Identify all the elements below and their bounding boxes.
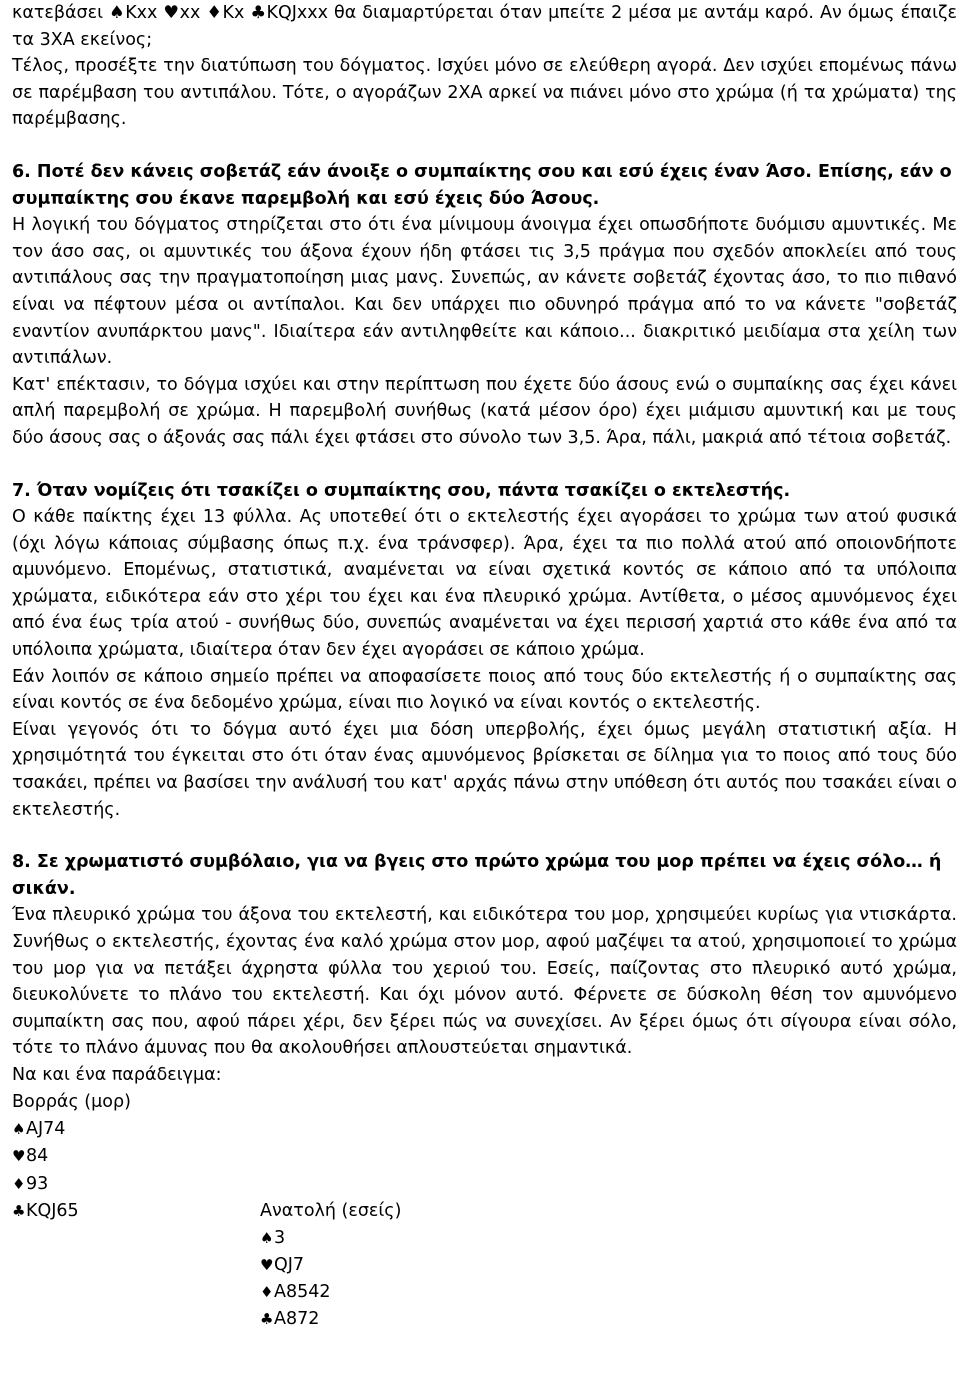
hand-row bbox=[12, 1252, 957, 1279]
hand-row bbox=[12, 1089, 957, 1116]
section-7-paragraph-2: Εάν λοιπόν σε κάποιο σημείο πρέπει να αποφασίσετε ποιος από τους δύο εκτελεστής ή ο συμπαίκτης σας είναι κοντός σε ένα δεδομένο χρώμα, είναι πιο λογικό να είναι κοντός ο εκτελεστής. bbox=[12, 666, 957, 714]
spade-icon: ♠ bbox=[260, 1228, 274, 1247]
club-icon: ♣ bbox=[260, 1310, 274, 1329]
section-6-paragraph-1: Η λογική του δόγματος στηρίζεται στο ότι ένα μίνιμουμ άνοιγμα έχει οπωσδήποτε δυόμισυ αμυντικές. Με τον άσο σας, οι αμυντικές του άξονα έχουν ήδη φτάσει τις 3,5 πράγμα που σχεδόν αποκλείει από τους αντιπάλους σας την πραγματοποίηση μιας μανς. Συνεπώς, αν κάνετε σοβετάζ έχοντας άσο, το πιο πιθανό είναι να πέφτουν μέσα οι αντίπαλοι. Και δεν υπάρχει πιο οδυνηρό πράγμα από το να κάνετε "σοβετάζ εναντίον ανυπάρκτου μανς". Ιδιαίτερα εάν αντιληφθείτε και κάποιο... διακριτικό μειδίαμα στα χείλη των αντιπάλων. bbox=[12, 215, 957, 369]
section-8-heading: 8. Σε χρωματιστό συμβόλαιο, για να βγεις στο πρώτο χρώμα του μορ πρέπει να έχεις σόλο… ή σικάν. bbox=[12, 852, 942, 899]
north-spades-cards: AJ74 bbox=[26, 1119, 66, 1140]
document-page bbox=[12, 0, 957, 1334]
east-hearts bbox=[260, 1252, 304, 1279]
north-hearts bbox=[12, 1143, 48, 1170]
example-intro: Να και ένα παράδειγμα: bbox=[12, 1064, 222, 1085]
section-6-heading: 6. Ποτέ δεν κάνεις σοβετάζ εάν άνοιξε ο συμπαίκτης σου και εσύ έχεις έναν Άσο. Επίσης, εάν ο συμπαίκτης σου έκανε παρεμβολή και εσύ έχεις δύο Άσους. bbox=[12, 161, 952, 209]
spacer bbox=[12, 133, 957, 159]
north-diamonds-cards: 93 bbox=[26, 1173, 49, 1194]
north-clubs-cards: KQJ65 bbox=[26, 1200, 79, 1221]
section-7-paragraph-3: Είναι γεγονός ότι το δόγμα αυτό έχει μια δόση υπερβολής, έχει όμως μεγάλη στατιστική αξία. Η χρησιμότητά του έγκειται στο ότι όταν ένας αμυνόμενος βρίσκεται σε δίλημα για το ποιος από τους δύο τσακάει, πρέπει να βασίσει την ανάλυσή του κατ' αρχάς πάνω στην υπόθεση ότι αυτός που τσακάει είναι ο εκτελεστής. bbox=[12, 719, 957, 820]
east-diamonds bbox=[260, 1279, 331, 1306]
north-clubs bbox=[12, 1198, 79, 1225]
spacer bbox=[12, 823, 957, 849]
section-7-heading: 7. Όταν νομίζεις ότι τσακίζει ο συμπαίκτης σου, πάντα τσακίζει ο εκτελεστής. bbox=[12, 480, 791, 501]
intro-paragraph-2: Τέλος, προσέξτε την διατύπωση του δόγματος. Ισχύει μόνο σε ελεύθερη αγορά. Δεν ισχύει επομένως πάνω σε παρέμβαση του αντιπάλου. Τότε, ο αγοράζων 2ΧΑ αρκεί να πιάνει μόνο στο χρώμα (ή τα χρώματα) της παρέμβασης. bbox=[12, 56, 957, 130]
north-diamonds bbox=[12, 1171, 48, 1198]
spacer bbox=[12, 452, 957, 478]
hand-row bbox=[12, 1279, 957, 1306]
section-6-paragraph-2: Κατ' επέκτασιν, το δόγμα ισχύει και στην περίπτωση που έχετε δύο άσους ενώ ο συμπαίκης σας έχει κάνει απλή παρεμβολή σε χρώμα. Η παρεμβολή συνήθως (κατά μέσον όρο) έχει μιάμισυ αμυντική και με τους δύο άσους σας ο άξονάς σας πάλι έχει φτάσει στο σύνολο των 3,5. Άρα, πάλι, μακριά από τέτοια σοβετάζ. bbox=[12, 374, 957, 448]
east-clubs-cards: A872 bbox=[274, 1309, 320, 1330]
hand-row bbox=[12, 1171, 957, 1198]
east-spades-cards: 3 bbox=[274, 1227, 286, 1248]
east-spades bbox=[260, 1225, 285, 1252]
east-diamonds-cards: A8542 bbox=[274, 1282, 331, 1303]
diamond-icon: ♦ bbox=[12, 1174, 26, 1193]
hand-row bbox=[12, 1225, 957, 1252]
north-label: Βορράς (μορ) bbox=[12, 1091, 131, 1112]
north-spades bbox=[12, 1116, 65, 1143]
club-icon: ♣ bbox=[12, 1201, 26, 1220]
section-8-paragraph-1: Ένα πλευρικό χρώμα του άξονα του εκτελεστή, και ειδικότερα του μορ, χρησιμεύει κυρίως για ντισκάρτα. Συνήθως ο εκτελεστής, έχοντας ένα καλό χρώμα στον μορ, αφού μαζέψει τα ατού, χρησιμοποιεί το χρώμα του μορ για να πετάξει άχρηστα φύλλα του χεριού του. Εσείς, παίζοντας στο πλευρικό αυτό χρώμα, διευκολύνετε το πλάνο του εκτελεστή. Και όχι μόνον αυτό. Φέρνετε σε δύσκολη θέση τον αμυνόμενο συμπαίκτη σας που, αφού πάρει χέρι, δεν ξέρει πώς να συνεχίσει. Αν ξέρει όμως ότι σίγουρα είναι σόλο, τότε το πλάνο άμυνας που θα ακολουθήσει απλουστεύεται σημαντικά. bbox=[12, 905, 957, 1059]
hand-row bbox=[12, 1306, 957, 1333]
diamond-icon: ♦ bbox=[260, 1283, 274, 1302]
intro-paragraph-1: κατεβάσει ♠Kxx ♥xx ♦Kx ♣KQJxxx θα διαμαρτύρεται όταν μπείτε 2 μέσα με αντάμ καρό. Αν όμως έπαιζε τα 3ΧΑ εκείνος; bbox=[12, 3, 957, 50]
heart-icon: ♥ bbox=[260, 1256, 274, 1275]
hand-row bbox=[12, 1198, 957, 1225]
north-hearts-cards: 84 bbox=[26, 1146, 49, 1167]
hand-row bbox=[12, 1116, 957, 1143]
east-clubs bbox=[260, 1306, 319, 1333]
hand-row bbox=[12, 1143, 957, 1170]
spade-icon: ♠ bbox=[12, 1120, 26, 1139]
section-7-paragraph-1: Ο κάθε παίκτης έχει 13 φύλλα. Ας υποτεθεί ότι ο εκτελεστής έχει αγοράσει το χρώμα των ατού φυσικά (όχι λόγω κάποιας σύμβασης όπως π.χ. ένα τράνσφερ). Άρα, έχει τα πιο πολλά ατού από οποιονδήποτε αμυνόμενο. Επομένως, στατιστικά, αναμένεται να είναι σχετικά κοντός σε κάποιο από τα υπόλοιπα χρώματα, ειδικότερα εάν στο χέρι του έχει και ένα πλευρικό χρώμα. Αντίθετα, ο μέσος αμυνόμενος έχει από ένα έως τρία ατού - συνήθως δύο, συνεπώς αναμένεται να έχει περισσή χαρτιά στο κάθε ένα από τα υπόλοιπα χρώματα, ιδιαίτερα όταν δεν έχει αγοράσει σε κάποιο χρώμα. bbox=[12, 507, 957, 661]
east-hearts-cards: QJ7 bbox=[274, 1255, 305, 1276]
heart-icon: ♥ bbox=[12, 1147, 26, 1166]
east-label: Ανατολή (εσείς) bbox=[260, 1200, 402, 1221]
